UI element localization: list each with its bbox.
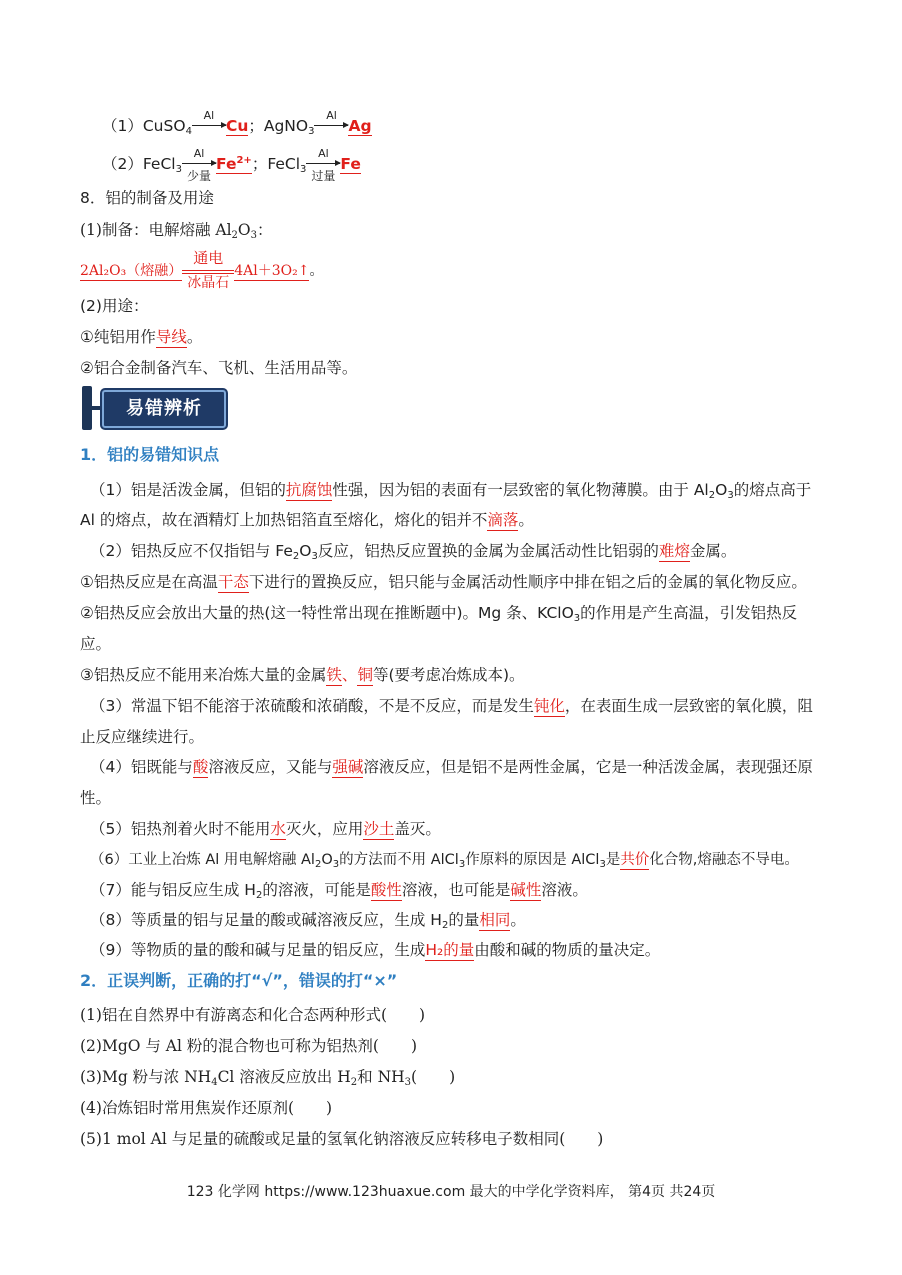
answer-blank: 强碱: [332, 758, 364, 776]
product-answer: Ag: [348, 117, 372, 135]
answer-blank: 水: [270, 820, 286, 838]
prep-label: (1)制备：电解熔融 $Al_2O_3$：: [80, 221, 273, 241]
equation-condition-bottom: 冰晶石: [187, 275, 230, 291]
subscript: 4: [185, 126, 192, 137]
product-answer: $Fe^{2+}$: [215, 155, 252, 173]
subscript: 3: [175, 164, 182, 175]
subscript: 3: [308, 126, 315, 137]
product-answer: Fe: [340, 155, 361, 173]
point-2-1: ①铝热反应是在高温干态下进行的置换反应，铝只能与金属活动性顺序中排在铝之后的金属的氧化物反应。: [80, 573, 807, 591]
point-8: （8）等质量的铝与足量的酸或碱溶液反应，生成 $H_2$的量相同。: [90, 911, 526, 931]
answer-blank: 导线: [155, 328, 187, 346]
equation-condition-top: 通电: [193, 249, 224, 267]
electrolysis-equation: 2Al₂O₃（熔融） 通电 冰晶石 4Al＋3O₂↑。: [80, 249, 324, 291]
point-3-line-2: 止反应继续进行。: [80, 728, 205, 746]
point-2-2-line-2: 应。: [80, 635, 112, 653]
arrow-condition: Al: [193, 147, 205, 160]
judge-item-1: (1)铝在自然界中有游离态和化合态两种形式( ): [80, 1006, 426, 1024]
reaction-arrow: [314, 109, 348, 136]
arrow-condition-below: 过量: [311, 169, 336, 183]
reactant-text: （2）FeCl: [102, 155, 176, 173]
answer-blank: 难熔: [658, 542, 690, 560]
reaction-arrow: [192, 109, 226, 136]
point-2-2-line-1: ②铝热反应会放出大量的热(这一特性常出现在推断题中)。Mg 条、KClO$_3$的作用是产生高温，引发铝热反: [80, 604, 798, 624]
point-2-3: ③铝热反应不能用来冶炼大量的金属铁、铜等(要考虑冶炼成本)。: [80, 666, 525, 684]
reactant-text: ；AgNO: [248, 117, 309, 135]
point-3-line-1: （3）常温下铝不能溶于浓硫酸和浓硝酸，不是不反应，而是发生钝化，在表面生成一层致密的氧化膜，阻: [90, 697, 813, 715]
reactant-text: （1）CuSO: [102, 117, 186, 135]
answer-blank: H₂的量: [425, 941, 475, 959]
point-9: （9）等物质的量的酸和碱与足量的铝反应，生成H₂的量由酸和碱的物质的量决定。: [90, 941, 661, 959]
answer-blank: 沙土: [363, 820, 395, 838]
answer-blank: 抗腐蚀: [285, 481, 333, 499]
reaction-arrow: [306, 147, 340, 183]
point-2: （2）铝热反应不仅指铝与 $Fe_2O_3$反应，铝热反应置换的金属为金属活动性比铝弱的难熔金属。: [90, 542, 737, 562]
section-banner: [82, 386, 226, 430]
use-item-1: ①纯铝用作导线。: [80, 328, 203, 346]
answer-blank: 干态: [217, 573, 249, 591]
answer-blank: 共价: [620, 852, 650, 868]
reactant-text: ；FeCl: [251, 155, 301, 173]
equation-right: 4Al＋3O₂↑: [234, 263, 310, 279]
answer-blank: 酸性: [370, 881, 402, 899]
arrow-condition: Al: [326, 109, 337, 122]
equation-arrow: [182, 249, 234, 291]
arrow-condition-below: 少量: [186, 169, 211, 183]
reaction-line-1: [102, 109, 372, 137]
subscript: 3: [300, 164, 307, 175]
page-footer: 123 化学网 https://www.123huaxue.com 最大的中学化学资料库， 第4页 共24页: [186, 1184, 716, 1200]
answer-blank: 钝化: [533, 697, 565, 715]
banner-title: 易错辨析: [102, 390, 226, 428]
part-2-title: 2．正误判断，正确的打“√”，错误的打“×”: [80, 971, 398, 990]
product-answer: Cu: [225, 117, 249, 135]
answer-blank: 相同: [479, 911, 511, 929]
point-1-line-1: （1）铝是活泼金属，但铝的抗腐蚀性强，因为铝的表面有一层致密的氧化物薄膜。由于 $Al_2O_3$的熔点高于: [90, 481, 812, 501]
use-label: (2)用途：: [80, 297, 149, 315]
answer-blank: 滴落: [487, 511, 519, 529]
answer-blank: 铁: [326, 666, 342, 684]
arrow-condition: Al: [318, 147, 329, 160]
point-5: （5）铝热剂着火时不能用水灭火，应用沙土盖灭。: [90, 820, 441, 838]
part-1-title: 1．铝的易错知识点: [80, 445, 220, 464]
answer-blank: 酸: [192, 758, 209, 776]
equation-left: 2Al₂O₃（熔融）: [80, 263, 183, 279]
judge-item-4: (4)冶炼铝时常用焦炭作还原剂( ): [80, 1099, 333, 1117]
arrow-condition: Al: [203, 109, 215, 122]
point-4-line-1: （4）铝既能与酸溶液反应，又能与强碱溶液反应，但是铝不是两性金属，它是一种活泼金属，表现强还原: [90, 758, 813, 776]
use-item-2: ②铝合金制备汽车、飞机、生活用品等。: [80, 359, 358, 377]
answer-blank: 碱性: [510, 881, 542, 899]
section-8-title: 8．铝的制备及用途: [80, 189, 214, 207]
reaction-line-2: [102, 147, 361, 183]
point-6: （6）工业上冶炼 Al 用电解熔融 $Al_2O_3$的方法而不用 AlCl$_3$作原料的原因是 AlCl$_3$是共价化合物,熔融态不导电。: [90, 852, 799, 870]
reaction-arrow: [182, 147, 216, 183]
answer-blank: 铜: [357, 666, 373, 684]
judge-item-2: (2)MgO 与 Al 粉的混合物也可称为铝热剂( ): [80, 1037, 417, 1055]
judge-item-5: (5)1 mol Al 与足量的硫酸或足量的氢氧化钠溶液反应转移电子数相同( ): [80, 1130, 604, 1148]
point-7: （7）能与铝反应生成 $H_2$的溶液，可能是酸性溶液，也可能是碱性溶液。: [90, 881, 588, 901]
point-1-line-2: Al 的熔点，故在酒精灯上加热铝箔直至熔化，熔化的铝并不滴落。: [80, 511, 534, 529]
judge-item-3: (3)Mg 粉与浓 $NH_4Cl$ 溶液反应放出 $H_2$和 $NH_3$( ): [80, 1068, 456, 1088]
point-4-line-2: 性。: [80, 789, 112, 807]
